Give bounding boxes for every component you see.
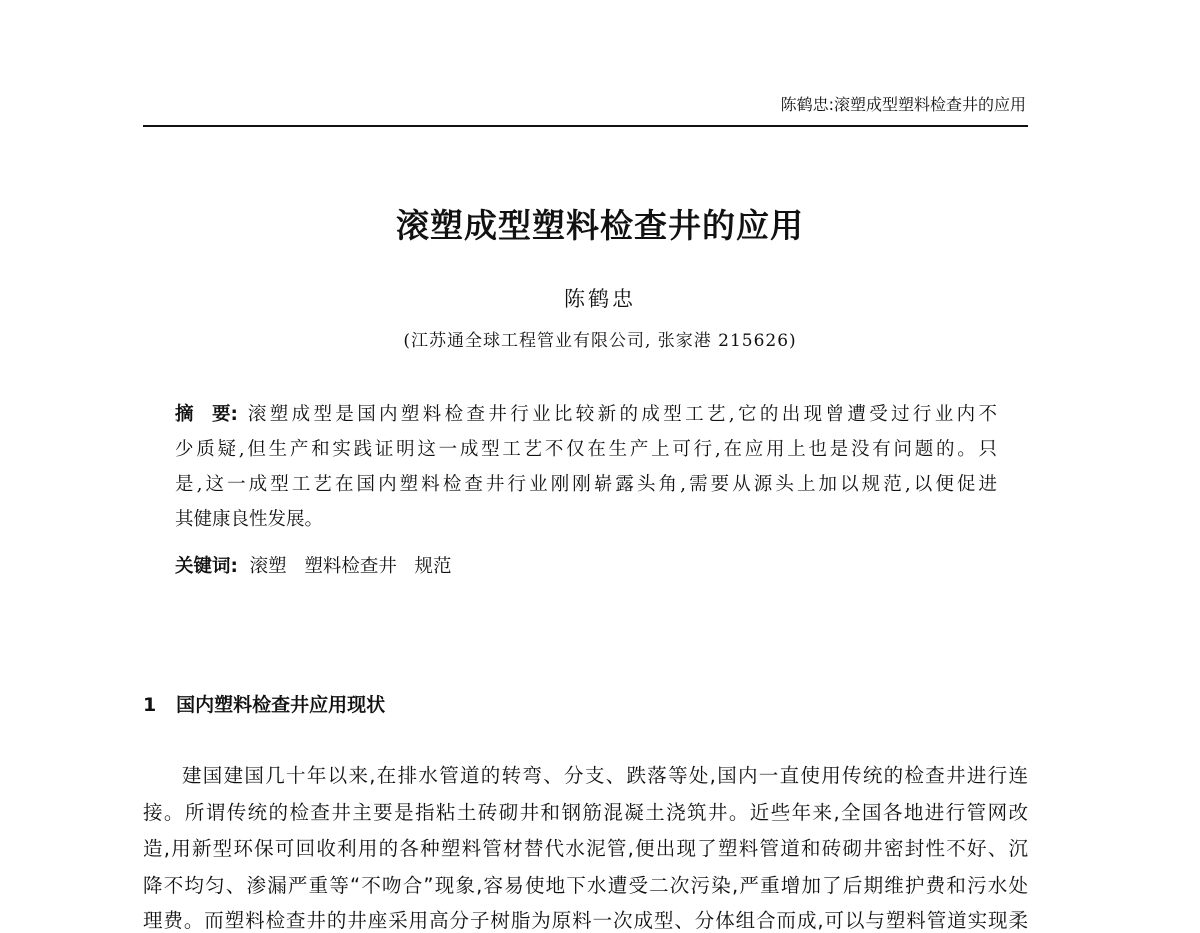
abstract-text: 滚塑成型是国内塑料检查井行业比较新的成型工艺,它的出现曾遭受过行业内不 — [247, 404, 997, 425]
abstract-line: 是,这一成型工艺在国内塑料检查井行业刚刚崭露头角,需要从源头上加以规范,以便促进 — [175, 474, 997, 495]
paper-title: 滚塑成型塑料检查井的应用 — [396, 206, 804, 245]
abstract-line — [175, 400, 997, 424]
author: 陈鹤忠 — [564, 287, 636, 311]
header-rule — [143, 125, 1028, 127]
abstract-line: 其健康良性发展。 — [175, 509, 324, 530]
abstract-line: 少质疑,但生产和实践证明这一成型工艺不仅在生产上可行,在应用上也是没有问题的。只 — [175, 439, 997, 460]
keyword: 规范 — [414, 556, 452, 577]
section-title: 国内塑料检查井应用现状 — [176, 694, 386, 716]
body-line: 建国建国几十年以来,在排水管道的转弯、分支、跌落等处,国内一直使用传统的检查井进行连 — [182, 764, 1028, 787]
keyword: 塑料检查井 — [304, 556, 397, 577]
body-line: 理费。而塑料检查井的井座采用高分子树脂为原料一次成型、分体组合而成,可以与塑料管道实现柔 — [143, 909, 1028, 932]
keyword: 滚塑 — [249, 556, 287, 577]
body-line: 造,用新型环保可回收利用的各种塑料管材替代水泥管,便出现了塑料管道和砖砌井密封性不好、沉 — [143, 837, 1028, 860]
body-line: 接。所谓传统的检查井主要是指粘土砖砌井和钢筋混凝土浇筑井。近些年来,全国各地进行管网改 — [143, 801, 1028, 824]
running-header: 陈鹤忠:滚塑成型塑料检查井的应用 — [780, 95, 1026, 114]
abstract-label: 摘 要: — [175, 404, 238, 425]
affiliation: (江苏通全球工程管业有限公司, 张家港 215626) — [403, 331, 797, 351]
keywords-label: 关键词: — [175, 556, 238, 577]
keywords — [175, 552, 452, 578]
section-number: 1 — [143, 694, 157, 716]
section-heading — [143, 690, 385, 717]
body-line: 降不均匀、渗漏严重等“不吻合”现象,容易使地下水遭受二次污染,严重增加了后期维护费和污水处 — [143, 874, 1028, 897]
